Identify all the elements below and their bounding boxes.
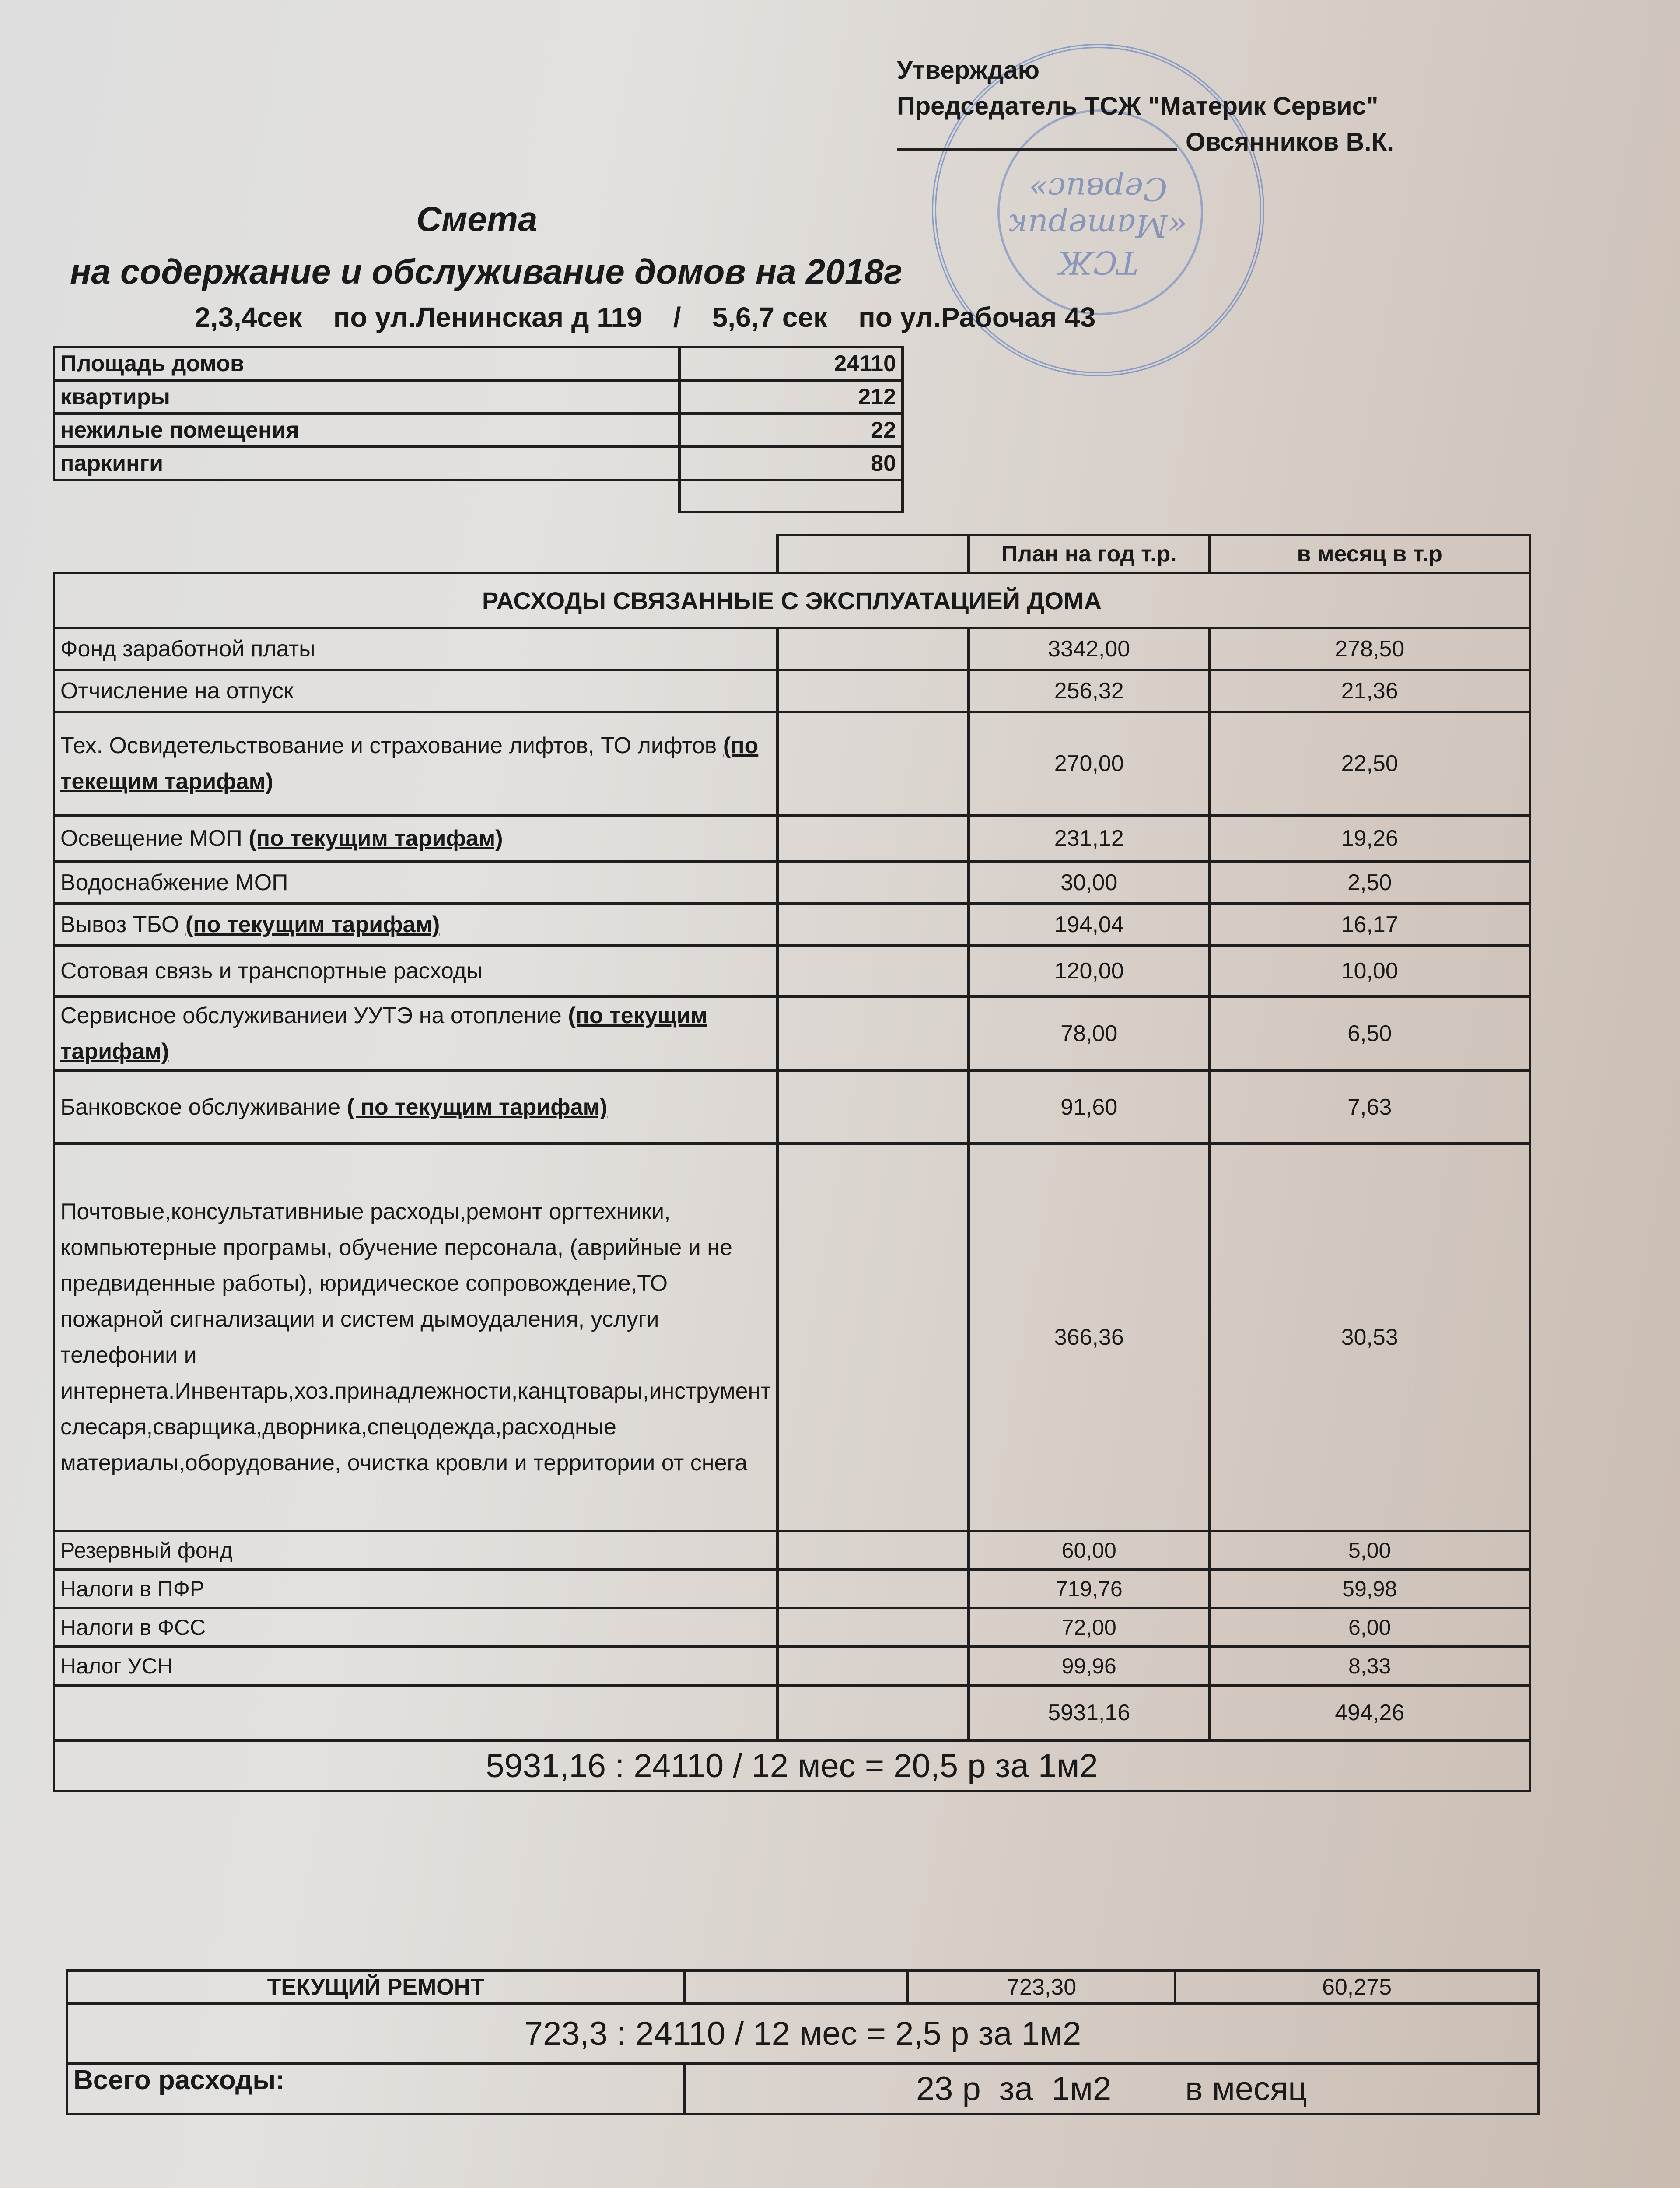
tax-row: [54, 1570, 1530, 1608]
info-value: 212: [679, 380, 903, 414]
expense-year: 91,60: [969, 1071, 1209, 1143]
repair-table: [66, 1969, 1540, 2115]
approval-heading: Утверждаю: [897, 56, 1040, 84]
expense-row: [54, 946, 1530, 996]
expense-label: Тех. Освидетельствование и страхование лифтов, ТО лифтов (по текещим тарифам): [54, 712, 777, 815]
expense-label: Сотовая связь и транспортные расходы: [54, 946, 777, 996]
section-title: РАСХОДЫ СВЯЗАННЫЕ С ЭКСПЛУАТАЦИЕЙ ДОМА: [54, 573, 1530, 628]
document-address: 2,3,4сек по ул.Ленинская д 119 / 5,6,7 сек по ул.Рабочая 43: [195, 302, 1096, 333]
tariff-note: (по текущим тарифам): [248, 826, 503, 851]
tax-year: 72,00: [969, 1608, 1209, 1647]
expense-label: Отчисление на отпуск: [54, 670, 777, 712]
info-label: паркинги: [54, 447, 679, 480]
expense-month: 7,63: [1209, 1071, 1530, 1143]
expense-month: 6,50: [1209, 996, 1530, 1071]
tax-month: 6,00: [1209, 1608, 1530, 1647]
stamp-text: ТСЖ «Материк Сервис»: [1009, 171, 1187, 281]
expense-month: 22,50: [1209, 712, 1530, 815]
repair-year: 723,30: [908, 1971, 1175, 2004]
expense-label: Сервисное обслуживаниеи УУТЭ на отопление (по текущим тарифам): [54, 996, 777, 1071]
expense-label: Освещение МОП (по текущим тарифам): [54, 815, 777, 862]
tariff-note: ( по текущим тарифам): [346, 1094, 608, 1120]
tax-year: 99,96: [969, 1647, 1209, 1685]
expense-row: [54, 862, 1530, 904]
expense-month: 278,50: [1209, 628, 1530, 670]
expense-year: 194,04: [969, 904, 1209, 946]
expense-label: Вывоз ТБО (по текущим тарифам): [54, 904, 777, 946]
info-value: 24110: [679, 347, 903, 380]
cost-per-m2-formula: 5931,16 : 24110 / 12 мес = 20,5 р за 1м2: [54, 1740, 1530, 1791]
expense-year: 256,32: [969, 670, 1209, 712]
repair-row: [67, 1971, 1539, 2004]
approval-block: [897, 53, 1394, 160]
expenses-table: [52, 534, 1531, 1792]
info-row-blank: [54, 480, 903, 512]
repair-month: 60,275: [1175, 1971, 1539, 2004]
tariff-note: (по текещим тарифам): [60, 733, 759, 794]
total-month: 494,26: [1209, 1685, 1530, 1740]
grand-total-label: Всего расходы:: [67, 2063, 685, 2114]
tax-label: Налог УСН: [54, 1647, 777, 1685]
document-title: Смета: [416, 200, 538, 238]
expense-year: 30,00: [969, 862, 1209, 904]
tariff-note: (по текущим тарифам): [185, 912, 440, 937]
info-row: [54, 414, 903, 447]
approval-position: Председатель ТСЖ "Материк Сервис": [897, 92, 1379, 120]
column-header-plan-year: План на год т.р.: [969, 535, 1209, 573]
tariff-note: (по текущим тарифам): [60, 1003, 707, 1064]
tax-year: 719,76: [969, 1570, 1209, 1608]
expense-month: 30,53: [1209, 1143, 1530, 1531]
expense-row: [54, 628, 1530, 670]
expense-row: [54, 670, 1530, 712]
tax-month: 8,33: [1209, 1647, 1530, 1685]
info-label: Площадь домов: [54, 347, 679, 380]
info-label: квартиры: [54, 380, 679, 414]
expense-month: 2,50: [1209, 862, 1530, 904]
info-label: нежилые помещения: [54, 414, 679, 447]
grand-total-row: [67, 2063, 1539, 2114]
expense-year: 270,00: [969, 712, 1209, 815]
repair-formula: 723,3 : 24110 / 12 мес = 2,5 р за 1м2: [67, 2004, 1539, 2063]
expense-row: [54, 712, 1530, 815]
info-value: 22: [679, 414, 903, 447]
approval-signatory: Овсянников В.К.: [1186, 128, 1394, 156]
building-info-table: [52, 346, 904, 513]
repair-label: ТЕКУЩИЙ РЕМОНТ: [67, 1971, 685, 2004]
section-header-row: [54, 573, 1530, 628]
expense-label: Водоснабжение МОП: [54, 862, 777, 904]
totals-row: [54, 1685, 1530, 1740]
tax-row: [54, 1531, 1530, 1570]
grand-total-value: 23 р за 1м2 в месяц: [685, 2063, 1539, 2114]
tax-month: 59,98: [1209, 1570, 1530, 1608]
expense-month: 19,26: [1209, 815, 1530, 862]
tax-row: [54, 1647, 1530, 1685]
expense-year: 231,12: [969, 815, 1209, 862]
column-header-per-month: в месяц в т.р: [1209, 535, 1530, 573]
repair-formula-row: [67, 2004, 1539, 2063]
signature-line: [897, 148, 1177, 151]
expense-month: 16,17: [1209, 904, 1530, 946]
expense-row: [54, 904, 1530, 946]
expense-year: 120,00: [969, 946, 1209, 996]
expense-row: [54, 996, 1530, 1071]
formula-row: [54, 1740, 1530, 1791]
expense-month: 10,00: [1209, 946, 1530, 996]
tax-row: [54, 1608, 1530, 1647]
expense-label: Банковское обслуживание ( по текущим тарифам): [54, 1071, 777, 1143]
expense-row: [54, 1071, 1530, 1143]
expense-month: 21,36: [1209, 670, 1530, 712]
expense-year: 78,00: [969, 996, 1209, 1071]
tax-year: 60,00: [969, 1531, 1209, 1570]
expense-year: 3342,00: [969, 628, 1209, 670]
document-subtitle: на содержание и обслуживание домов на 2018г: [70, 252, 903, 291]
expense-label: Почтовые,консультативниые расходы,ремонт оргтехники, компьютерные програмы, обучение персонала, (аврийные и не предвиденные работы), юридическое сопровождение,ТО пожарной сигнализации и систем дымоудаления, услуги телефонии и интернета.Инвентарь,хоз.принадлежности,канцтовары,инструмент слесаря,сварщика,дворника,спецодежда,расходные материалы,оборудование, очистка кровли и территории от снега: [54, 1143, 777, 1531]
total-year: 5931,16: [969, 1685, 1209, 1740]
info-value: 80: [679, 447, 903, 480]
tax-month: 5,00: [1209, 1531, 1530, 1570]
column-header-row: [54, 535, 1530, 573]
tax-label: Резервный фонд: [54, 1531, 777, 1570]
info-row: [54, 380, 903, 414]
expense-label: Фонд заработной платы: [54, 628, 777, 670]
expense-row: [54, 1143, 1530, 1531]
info-row: [54, 347, 903, 380]
expense-year: 366,36: [969, 1143, 1209, 1531]
tax-label: Налоги в ФСС: [54, 1608, 777, 1647]
tax-label: Налоги в ПФР: [54, 1570, 777, 1608]
expense-row: [54, 815, 1530, 862]
info-row: [54, 447, 903, 480]
